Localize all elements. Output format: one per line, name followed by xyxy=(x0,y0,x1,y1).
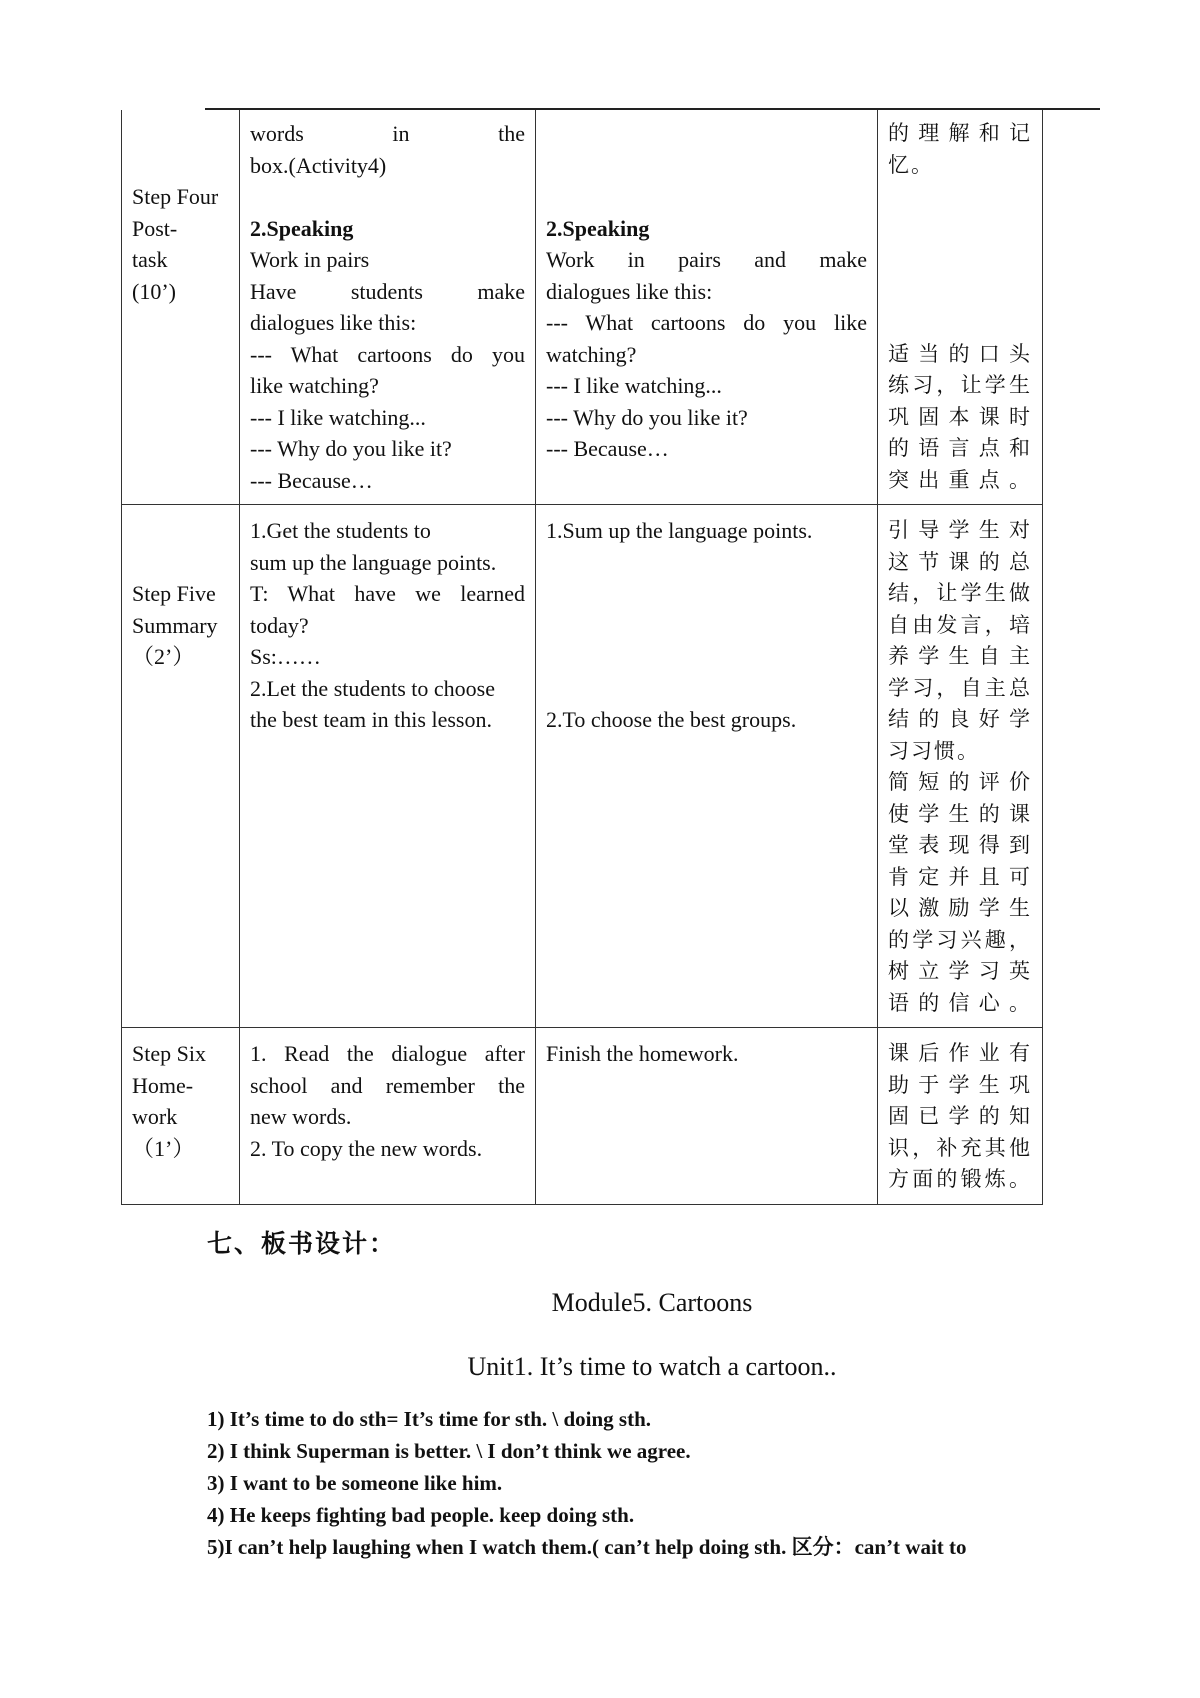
cell-line: 2. To copy the new words. xyxy=(250,1135,483,1161)
cell-line: (10’) xyxy=(132,278,176,304)
cell-line: Summary xyxy=(132,612,218,638)
cell-line xyxy=(888,244,1032,276)
cell-line: 2.Speaking xyxy=(250,215,354,241)
student-activity-cell xyxy=(536,505,878,1028)
cell-line xyxy=(888,307,1032,339)
cell-line: Ss:…… xyxy=(250,644,321,669)
cell-line: （2’） xyxy=(132,644,195,669)
cell-line: --- What cartoons do you like xyxy=(546,310,867,335)
board-module-title: Module5. Cartoons xyxy=(551,1288,753,1317)
cell-line xyxy=(132,515,229,547)
cell-line xyxy=(546,547,867,579)
cell-line: box.(Activity4) xyxy=(250,152,387,178)
purpose-cell xyxy=(878,1028,1043,1205)
cell-line: Step Four xyxy=(132,184,219,209)
cell-line: 1.Sum up the language points. xyxy=(546,518,813,543)
cell-line: 忆。 xyxy=(888,152,934,177)
cell-line: work xyxy=(132,1104,178,1129)
step-cell xyxy=(122,1028,240,1205)
table-row xyxy=(122,1028,1043,1205)
cell-line: dialogues like this: xyxy=(250,310,417,335)
cell-line xyxy=(546,641,867,673)
cell-line: --- Because… xyxy=(546,436,669,461)
cell-line: 以激励学生 xyxy=(888,896,1032,920)
cell-line: --- I like watching... xyxy=(250,404,426,430)
cell-line: Have students make xyxy=(250,278,525,304)
cell-line: 的理解和记 xyxy=(888,121,1032,145)
cell-line: 1. Read the dialogue after xyxy=(250,1041,525,1066)
cell-line: 固已学的知 xyxy=(888,1104,1032,1128)
cell-line xyxy=(888,276,1032,308)
cell-line: words in the xyxy=(250,121,525,146)
teacher-activity-cell xyxy=(240,110,536,505)
cell-line: T: What have we learned xyxy=(250,581,525,606)
cell-line: 识，补充其他 xyxy=(888,1135,1032,1160)
cell-line: 语的信心。 xyxy=(888,990,1032,1015)
cell-line: 助于学生巩 xyxy=(888,1072,1032,1097)
cell-line: 2.Let the students to choose xyxy=(250,675,496,701)
cell-line: 结的良好学 xyxy=(888,707,1032,731)
cell-line xyxy=(546,181,867,213)
cell-line: Work in pairs xyxy=(250,247,370,272)
cell-line: sum up the language points. xyxy=(250,549,497,575)
cell-line xyxy=(250,181,525,213)
board-point: 2) I think Superman is better. \ I don’t think we agree. xyxy=(207,1439,691,1463)
cell-line: --- Why do you like it? xyxy=(546,404,748,430)
cell-line: Work in pairs and make xyxy=(546,247,867,272)
purpose-cell xyxy=(878,505,1043,1028)
board-point: 4) He keeps fighting bad people. keep doing sth. xyxy=(207,1503,635,1527)
cell-line: 的学习兴趣， xyxy=(888,927,1032,952)
cell-line: 2.To choose the best groups. xyxy=(546,707,797,732)
cell-line: 巩固本课时 xyxy=(888,404,1032,429)
cell-line: school and remember the xyxy=(250,1072,525,1098)
cell-line: （1’） xyxy=(132,1135,195,1161)
cell-line xyxy=(546,673,867,705)
cell-line: task xyxy=(132,247,168,272)
cell-line: 结，让学生做 xyxy=(888,581,1032,605)
cell-line: 2.Speaking xyxy=(546,215,650,241)
cell-line: --- I like watching... xyxy=(546,373,722,398)
cell-line: Finish the homework. xyxy=(546,1041,739,1066)
lesson-plan-table xyxy=(121,110,1043,1205)
cell-line xyxy=(546,610,867,642)
student-activity-cell xyxy=(536,1028,878,1205)
cell-line: 这节课的总 xyxy=(888,549,1032,574)
lesson-plan-body xyxy=(122,110,1043,1204)
cell-line xyxy=(132,150,229,182)
cell-line: 突出重点。 xyxy=(888,467,1032,492)
step-cell xyxy=(122,110,240,505)
cell-line: 方面的锻炼。 xyxy=(888,1167,1032,1191)
cell-line: Step Six xyxy=(132,1041,206,1066)
cell-line xyxy=(132,118,229,150)
cell-line: Home- xyxy=(132,1072,194,1098)
board-design-heading: 七、板书设计： xyxy=(207,1229,397,1258)
step-cell xyxy=(122,505,240,1028)
cell-line: 树立学习英 xyxy=(888,959,1032,983)
board-point: 5)I can’t help laughing when I watch them.( can’t help doing sth. 区分：can’t wait to xyxy=(207,1535,967,1559)
cell-line: --- Because… xyxy=(250,467,373,493)
board-point: 3) I want to be someone like him. xyxy=(207,1471,503,1495)
cell-line: 自由发言，培 xyxy=(888,612,1032,637)
cell-line xyxy=(888,181,1032,213)
teacher-activity-cell xyxy=(240,505,536,1028)
cell-line: --- What cartoons do you xyxy=(250,341,525,367)
board-points-list xyxy=(207,1403,1107,1563)
board-unit-title: Unit1. It’s time to watch a cartoon.. xyxy=(467,1352,837,1381)
student-activity-cell xyxy=(536,110,878,505)
cell-line xyxy=(546,150,867,182)
cell-line: new words. xyxy=(250,1104,352,1129)
board-point: 1) It’s time to do sth= It’s time for sth. \ doing sth. xyxy=(207,1407,652,1431)
cell-line: 1.Get the students to xyxy=(250,518,431,543)
cell-line: 肯定并且可 xyxy=(888,864,1032,889)
teacher-activity-cell xyxy=(240,1028,536,1205)
cell-line: 课后作业有 xyxy=(888,1041,1032,1065)
cell-line: 的语言点和 xyxy=(888,436,1032,460)
cell-line: the best team in this lesson. xyxy=(250,707,492,732)
cell-line xyxy=(546,578,867,610)
cell-line: 习习惯。 xyxy=(888,738,980,763)
cell-line: 养学生自主 xyxy=(888,644,1032,668)
cell-line: 堂表现得到 xyxy=(888,833,1032,857)
cell-line xyxy=(132,547,229,579)
cell-line: dialogues like this: xyxy=(546,278,713,304)
cell-line: watching? xyxy=(546,341,637,367)
cell-line: Post- xyxy=(132,215,178,241)
cell-line: 学习，自主总 xyxy=(888,675,1032,700)
cell-line xyxy=(888,213,1032,245)
table-row xyxy=(122,110,1043,505)
cell-line: today? xyxy=(250,612,309,638)
cell-line: 适当的口头 xyxy=(888,341,1032,366)
table-row xyxy=(122,505,1043,1028)
cell-line: like watching? xyxy=(250,373,379,398)
cell-line xyxy=(546,118,867,150)
cell-line: 练习，让学生 xyxy=(888,373,1032,397)
cell-line: 引导学生对 xyxy=(888,518,1032,542)
cell-line: --- Why do you like it? xyxy=(250,436,452,461)
cell-line: Step Five xyxy=(132,581,216,606)
purpose-cell xyxy=(878,110,1043,505)
cell-line: 使学生的课 xyxy=(888,801,1032,826)
cell-line: 简短的评价 xyxy=(888,770,1032,794)
